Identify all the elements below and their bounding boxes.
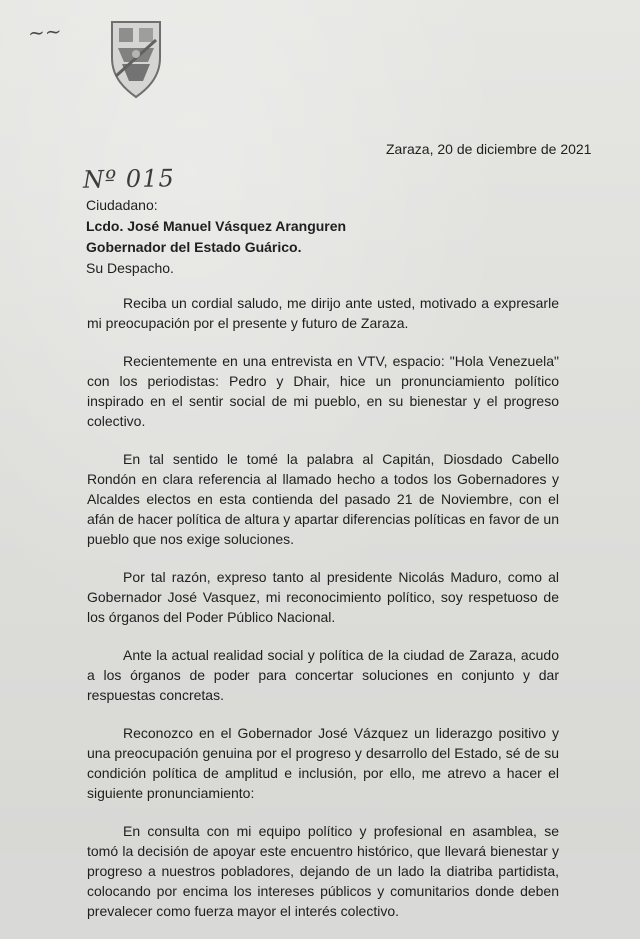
recipient-name: Lcdo. José Manuel Vásquez Aranguren bbox=[86, 218, 347, 234]
body-paragraph: Ante la actual realidad social y política de la ciudad de Zaraza, acudo a los órganos de poder para concertar soluciones en conjunto y dar respuestas concretas. bbox=[87, 647, 559, 703]
handwritten-document-number: Nº 015 bbox=[82, 164, 175, 194]
handwritten-corner-mark: ~~ bbox=[27, 18, 63, 46]
letter-date: Zaraza, 20 de diciembre de 2021 bbox=[386, 141, 592, 157]
recipient-block bbox=[86, 195, 346, 279]
body-paragraph: Recientemente en una entrevista en VTV, espacio: "Hola Venezuela" con los periodistas: Pedro y Dhair, hice un pronunciamiento político inspirado en el sentir social de mi pueblo, en su bienestar y el progreso colectivo. bbox=[87, 353, 559, 429]
body-paragraph: Por tal razón, expreso tanto al presidente Nicolás Maduro, como al Gobernador José Vasquez, mi reconocimiento político, soy respetuoso de los órganos del Poder Público Nacional. bbox=[87, 569, 559, 625]
recipient-office: Su Despacho. bbox=[86, 260, 174, 276]
body-paragraph: Reciba un cordial saludo, me dirijo ante usted, motivado a expresarle mi preocupación por el presente y futuro de Zaraza. bbox=[87, 295, 559, 331]
recipient-title: Gobernador del Estado Guárico. bbox=[86, 239, 302, 255]
body-paragraph: Reconozco en el Gobernador José Vázquez un liderazgo positivo y una preocupación genuina por el progreso y desarrollo del Estado, sé de su condición política de amplitud e inclusión, por ello, me atrevo a hacer el siguiente pronunciamiento: bbox=[87, 725, 559, 801]
recipient-salutation: Ciudadano: bbox=[86, 197, 158, 213]
letter-body bbox=[87, 293, 559, 939]
body-paragraph: En tal sentido le tomé la palabra al Capitán, Diosdado Cabello Rondón en clara referencia al llamado hecho a todos los Gobernadores y Alcaldes electos en esta contienda del pasado 21 de Noviembre, con el afán de hacer política de altura y apartar diferencias políticas en favor de un pueblo que nos exige soluciones. bbox=[87, 451, 559, 547]
body-paragraph: En consulta con mi equipo político y profesional en asamblea, se tomó la decisión de apoyar este encuentro histórico, que llevará bienestar y progreso a nuestros pobladores, dejando de un lado la diatriba partidista, colocando por encima los intereses públicos y comunitarios donde deben prevalecer como fuerza mayor el interés colectivo. bbox=[87, 823, 559, 919]
municipal-seal-icon bbox=[106, 18, 166, 100]
